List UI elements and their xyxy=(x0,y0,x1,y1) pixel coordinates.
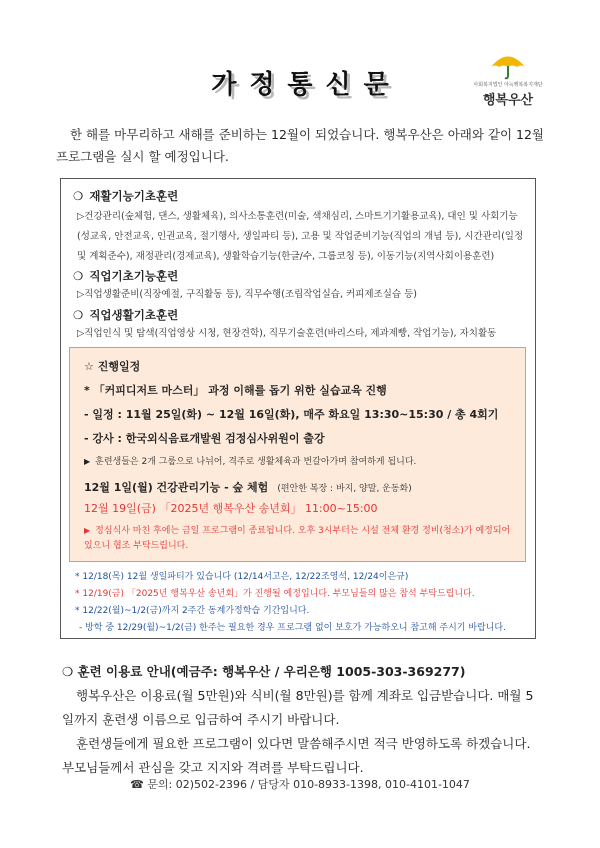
year-end-party: 12월 19일(금) 「2025년 행복우산 송년회」 11:00~15:00 xyxy=(84,502,378,515)
ring-bullet-icon: ❍ xyxy=(73,308,84,322)
page-title: 가정통신문 xyxy=(211,70,402,100)
logo-name: 행복우산 xyxy=(482,93,534,108)
intro-text: 한 해를 마무리하고 새해를 준비하는 12월이 되었습니다. 행복우산은 아래와 같이 12월 프로그램을 실시 할 예정입니다. xyxy=(56,127,544,164)
ring-bullet-icon: ❍ xyxy=(73,269,84,283)
notice-vacation-care: - 방학 중 12/29(월)~1/2(금) 한주는 필요한 경우 프로그램 없이 보호가 가능하오니 참고해 주시기 바랍니다. xyxy=(79,623,506,633)
section-heading-rehab: ❍ 재활기능기초훈련 xyxy=(73,189,179,203)
party-note: ▶ 정심식사 마친 후에는 금일 프로그램이 종료됩니다. 오후 3시부터는 시설 전체 환경 정비(청소)가 예정되어 있으니 협조 부탁드립니다. xyxy=(84,526,511,551)
barista-period: - 일정 : 11월 25일(화) ~ 12월 16일(화), 매주 화요일 13:30~15:30 / 총 4회기 xyxy=(84,408,499,421)
logo xyxy=(462,52,554,108)
notice-vacation: * 12/22(월)~1/2(금)까지 2주간 동계가정학습 기간입니다. xyxy=(75,606,310,616)
ring-bullet-icon: ❍ xyxy=(73,189,84,203)
logo-foundation-name: 사회복지법인 아늑행복복지재단 xyxy=(473,82,543,88)
schedule-heading: ☆ 진행일정 xyxy=(84,360,141,373)
closing-paragraph: 훈련생들에게 필요한 프로그램이 있다면 말씀해주시면 적극 반영하도록 하겠습니다. 부모님들께서 관심을 갖고 지지와 격려를 부탁드립니다. xyxy=(62,736,531,775)
barista-title: * 「커피디저트 마스터」 과정 이해를 돕기 위한 실습교육 진행 xyxy=(84,384,387,397)
schedule-panel xyxy=(69,347,526,562)
contact-info: ☎ 문의: 02)502-2396 / 담당자 010-8933-1398, 010-4101-1047 xyxy=(130,778,470,791)
fee-paragraph: 행복우산은 이용료(월 5만원)와 식비(월 8만원)를 함께 계좌로 입금받습니다. 매월 5일까지 훈련생 이름으로 입금하여 주시기 바랍니다. xyxy=(62,688,534,727)
forest-experience: 12월 1일(월) 건강관리기능 - 숲 체험 (편안한 복장 : 바지, 양말, 운동화) xyxy=(84,481,412,494)
triangle-bullet-icon: ▶ xyxy=(84,457,91,466)
section-body-job-life: ▷직업인식 및 탐색(직업영상 시청, 현장견학), 직무기술훈련(바리스타, 제과제빵, 작업기능), 자치활동 xyxy=(77,328,497,339)
notices xyxy=(75,569,525,637)
section-body-job-basic: ▷직업생활준비(직장예절, 구직활동 등), 직무수행(조립작업실습, 커피제조실습 등) xyxy=(77,289,417,300)
notice-birthday: * 12/18(목) 12월 생일파티가 있습니다 (12/14서고은, 12/22조영석, 12/24이은규) xyxy=(75,572,409,582)
section-heading-job-life: ❍ 직업생활기초훈련 xyxy=(73,308,179,322)
umbrella-icon xyxy=(488,52,528,80)
section-heading-job-basic: ❍ 직업기초기능훈련 xyxy=(73,269,179,283)
barista-note: ▶ 훈련생들은 2개 그룹으로 나뉘어, 격주로 생활체육과 번갈아가며 참여하게 됩니다. xyxy=(84,457,417,467)
barista-instructor: - 강사 : 한국외식음료개발원 검정심사위원이 출강 xyxy=(84,432,325,445)
program-box xyxy=(60,178,536,639)
triangle-bullet-icon: ▶ xyxy=(84,526,91,535)
notice-party: * 12/19(금) 「2025년 행복우산 송년회」가 진행될 예정입니다. 부모님들의 많은 참석 부탁드립니다. xyxy=(75,589,475,599)
fee-heading: ❍ 훈련 이용료 안내(예금주: 행복우산 / 우리은행 1005-303-369277) xyxy=(62,664,466,679)
section-body-rehab: ▷건강관리(숲체험, 댄스, 생활체육), 의사소통훈련(미술, 색채심리, 스마트기기활용교육), 대인 및 사회기능(성교육, 안전교육, 인권교육, 절기행사, 생일파티 등), 고용 및 작업준비기능(직업의 개념 등), 시간관리(일정 및 계획준수), 재정관리(경제교육), 생활학습기능(한글/수, 그룹코칭 등), 이동기능(지역사회이용훈련) xyxy=(77,211,524,262)
